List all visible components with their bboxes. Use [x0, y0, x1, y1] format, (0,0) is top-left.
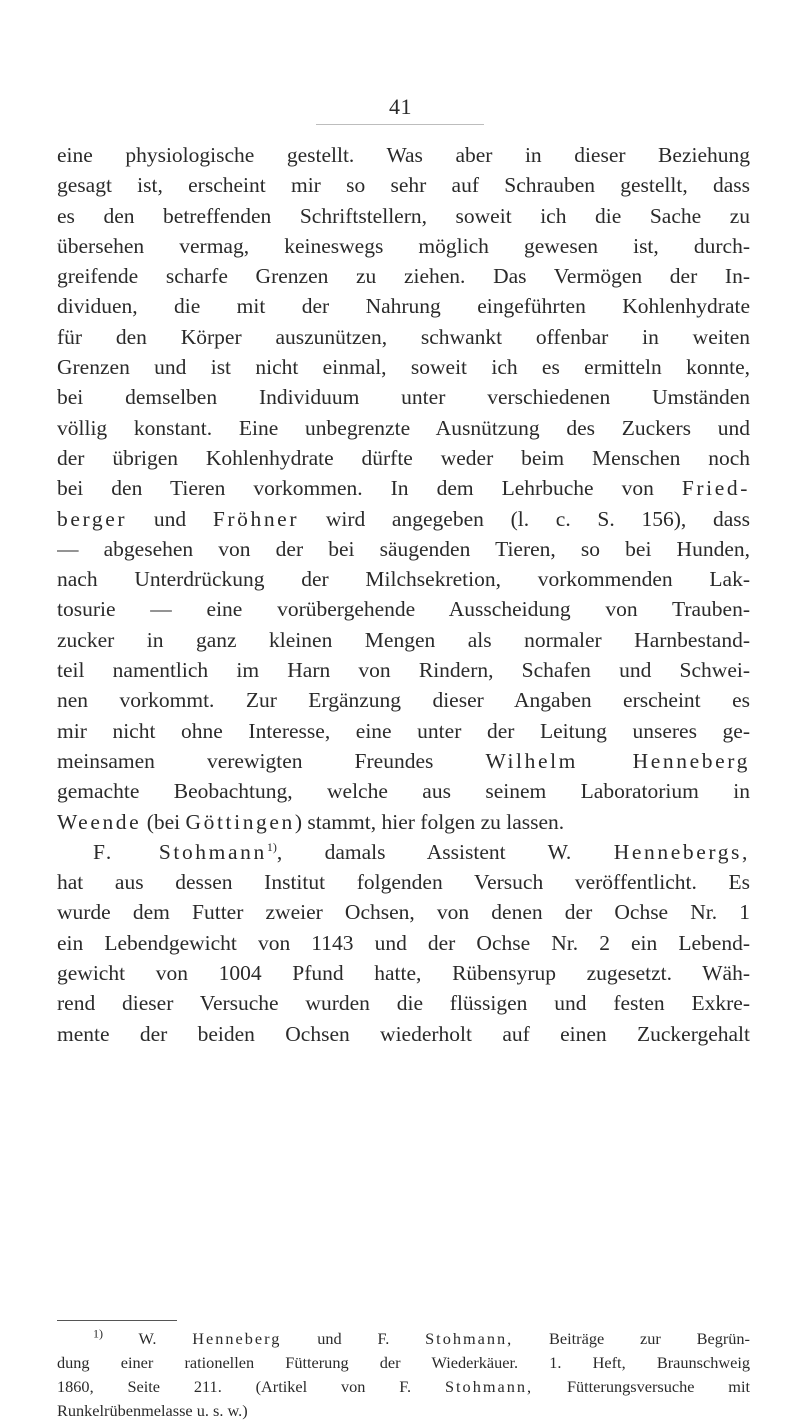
- text-line: für den Körper auszunützen, schwankt offenbar in weiten: [57, 324, 750, 349]
- text-line: Grenzen und ist nicht einmal, soweit ich es ermitteln konnte,: [57, 355, 750, 380]
- text-segment: meinsamen verewigten Freundes: [57, 748, 434, 773]
- text-segment: Beiträge zur Begrün-: [549, 1329, 750, 1348]
- text-line: [57, 807, 750, 837]
- text-line: mente der beiden Ochsen wiederholt auf einen Zuckergehalt: [57, 1021, 750, 1046]
- text-line: ein Lebendgewicht von 1143 und der Ochse Nr. 2 ein Lebend-: [57, 930, 750, 955]
- text-line: [57, 837, 750, 867]
- text-line: eine physiologische gestellt. Was aber in dieser Beziehung: [57, 143, 750, 167]
- place-name-goettingen: Göttingen: [185, 809, 295, 834]
- person-name-henneberg: Wilhelm Henneberg: [485, 748, 750, 773]
- footnote: [57, 1327, 750, 1423]
- text-segment: , damals Assistent W.: [276, 839, 572, 864]
- author-name-friedberger-cont: berger: [57, 506, 128, 531]
- text-segment: Fütterungsversuche mit: [566, 1377, 750, 1396]
- text-line: mir nicht ohne Interesse, eine unter der Leitung unseres ge-: [57, 718, 750, 743]
- text-line: teil namentlich im Harn von Rindern, Schafen und Schwei-: [57, 658, 750, 683]
- text-line: völlig konstant. Eine unbegrenzte Ausnützung des Zuckers und: [57, 415, 750, 440]
- text-line: gemachte Beobachtung, welche aus seinem Laboratorium in: [57, 779, 750, 804]
- person-name-stohmann: Stohmann,: [444, 1377, 534, 1396]
- footnote-marker: 1): [93, 1327, 103, 1341]
- text-line: tosurie — eine vorübergehende Ausscheidung von Trauben-: [57, 597, 750, 622]
- text-line: [57, 746, 750, 776]
- text-line: gewicht von 1004 Pfund hatte, Rübensyrup zugesetzt. Wäh-: [57, 961, 750, 986]
- person-name-stohmann: F. Stohmann: [93, 839, 267, 864]
- text-line: zucker in ganz kleinen Mengen als normaler Harnbestand-: [57, 627, 750, 652]
- person-name-henneberg: Henneberg: [192, 1329, 282, 1348]
- text-line: es den betreffenden Schriftstellern, soweit ich die Sache zu: [57, 203, 750, 228]
- text-line: hat aus dessen Institut folgenden Versuch veröffentlicht. Es: [57, 870, 750, 895]
- footnote-line: [57, 1375, 750, 1399]
- place-name-weende: Weende: [57, 809, 142, 834]
- footnote-line: [57, 1327, 750, 1351]
- text-segment: bei den Tieren vorkommen. In dem Lehrbuche von: [57, 476, 654, 501]
- author-name-froehner: Fröhner: [212, 506, 300, 531]
- person-name-stohmann: Stohmann,: [425, 1329, 514, 1348]
- text-line: übersehen vermag, keineswegs möglich gewesen ist, durch-: [57, 233, 750, 258]
- header-rule: [316, 124, 484, 125]
- footnote-line: dung einer rationellen Fütterung der Wiederkäuer. 1. Heft, Braunschweig: [57, 1353, 750, 1372]
- text-segment: 1860, Seite 211. (Artikel von F.: [57, 1377, 412, 1396]
- body-text: [57, 140, 750, 1049]
- text-line: nen vorkommt. Zur Ergänzung dieser Angaben erscheint es: [57, 688, 750, 713]
- text-line: rend dieser Versuche wurden die flüssigen und festen Exkre-: [57, 991, 750, 1016]
- text-line: [57, 504, 750, 534]
- text-segment: (bei: [146, 809, 181, 834]
- page-number: 41: [389, 94, 412, 119]
- text-line: — abgesehen von der bei säugenden Tieren, so bei Hunden,: [57, 536, 750, 561]
- text-segment: wird angegeben (l. c. S. 156), dass: [325, 506, 750, 531]
- text-line: bei demselben Individuum unter verschiedenen Umständen: [57, 385, 750, 410]
- text-segment: und F.: [317, 1329, 390, 1348]
- text-line: nach Unterdrückung der Milchsekretion, vorkommenden Lak-: [57, 567, 750, 592]
- footnote-rule: [57, 1320, 177, 1321]
- text-line: gesagt ist, erscheint mir so sehr auf Schrauben gestellt, dass: [57, 173, 750, 198]
- text-segment: ) stammt, hier folgen zu lassen.: [294, 809, 565, 834]
- text-line: greifende scharfe Grenzen zu ziehen. Das Vermögen der In-: [57, 264, 750, 289]
- text-line: [57, 473, 750, 503]
- text-line: der übrigen Kohlenhydrate dürfte weder beim Menschen noch: [57, 445, 750, 470]
- text-segment: W.: [138, 1329, 157, 1348]
- footnote-line: Runkelrübenmelasse u. s. w.): [57, 1401, 248, 1420]
- text-line: dividuen, die mit der Nahrung eingeführten Kohlenhydrate: [57, 294, 750, 319]
- author-name-friedberger: Fried-: [681, 476, 750, 501]
- text-segment: und: [153, 506, 187, 531]
- person-name-hennebergs: Hennebergs,: [613, 839, 750, 864]
- footnote-reference: 1): [266, 839, 277, 854]
- text-line: wurde dem Futter zweier Ochsen, von denen der Ochse Nr. 1: [57, 900, 750, 925]
